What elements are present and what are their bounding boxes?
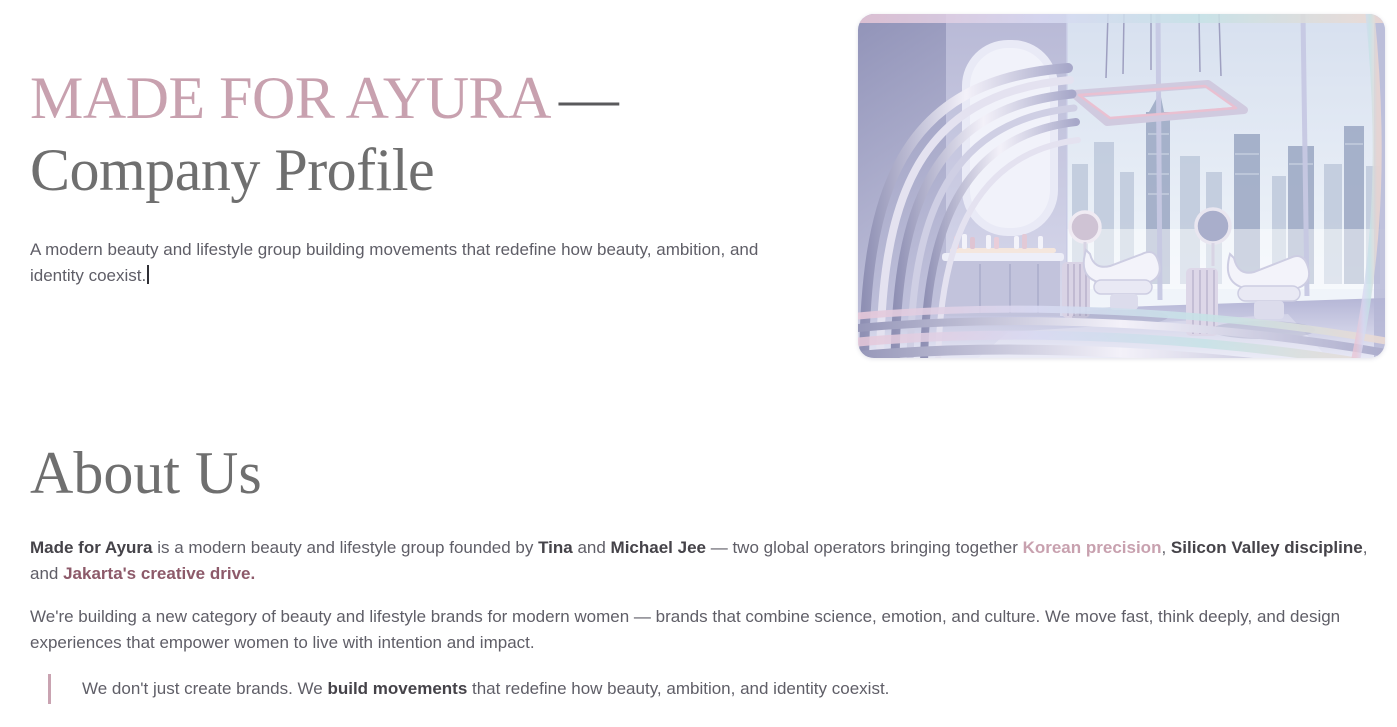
hero-section (30, 0, 1370, 372)
text-segment: Made for Ayura (30, 538, 153, 557)
about-heading: About Us (30, 440, 262, 506)
text-segment: that redefine how beauty, ambition, and identity coexist. (467, 679, 890, 698)
text-segment: Korean precision (1022, 538, 1162, 557)
text-segment: , (1161, 538, 1171, 557)
page-title-line-1 (30, 62, 840, 134)
text-caret (147, 265, 149, 284)
text-segment: We're building a new category of beauty and lifestyle brands for modern women — brands that combine science, emotion, and culture. We move fast, think deeply, and design experiences that empower women to live with intention and impact. (30, 607, 1341, 652)
text-segment: We don't just create brands. We (82, 679, 328, 698)
about-section (30, 437, 1370, 704)
text-segment: . (250, 564, 256, 583)
hero-text-block (30, 0, 840, 289)
text-segment: Michael Jee (610, 538, 706, 557)
pull-quote (48, 674, 1328, 704)
text-segment: , and (30, 538, 1368, 583)
text-segment: is a modern beauty and lifestyle group founded by (152, 538, 539, 557)
text-segment: and (572, 538, 611, 557)
text-segment: — two global operators bringing together (706, 538, 1023, 557)
hero-subtitle-text: A modern beauty and lifestyle group building movements that redefine how beauty, ambition, and identity coexist. (30, 240, 759, 285)
title-brand-text: MADE FOR AYURA (30, 65, 551, 131)
text-segment: build movements (327, 679, 468, 698)
hero-image (858, 14, 1385, 358)
hero-subtitle[interactable] (30, 237, 810, 289)
page-title-line-2: Company Profile (30, 137, 435, 203)
salon-illustration-image (858, 14, 1385, 358)
about-paragraph-1 (30, 535, 1370, 587)
text-segment: Jakarta's creative drive (63, 564, 251, 583)
page-title (30, 62, 840, 206)
title-dash: — (558, 65, 619, 131)
about-paragraph-2 (30, 604, 1370, 656)
text-segment: Tina (538, 538, 573, 557)
text-segment: Silicon Valley discipline (1170, 538, 1363, 557)
